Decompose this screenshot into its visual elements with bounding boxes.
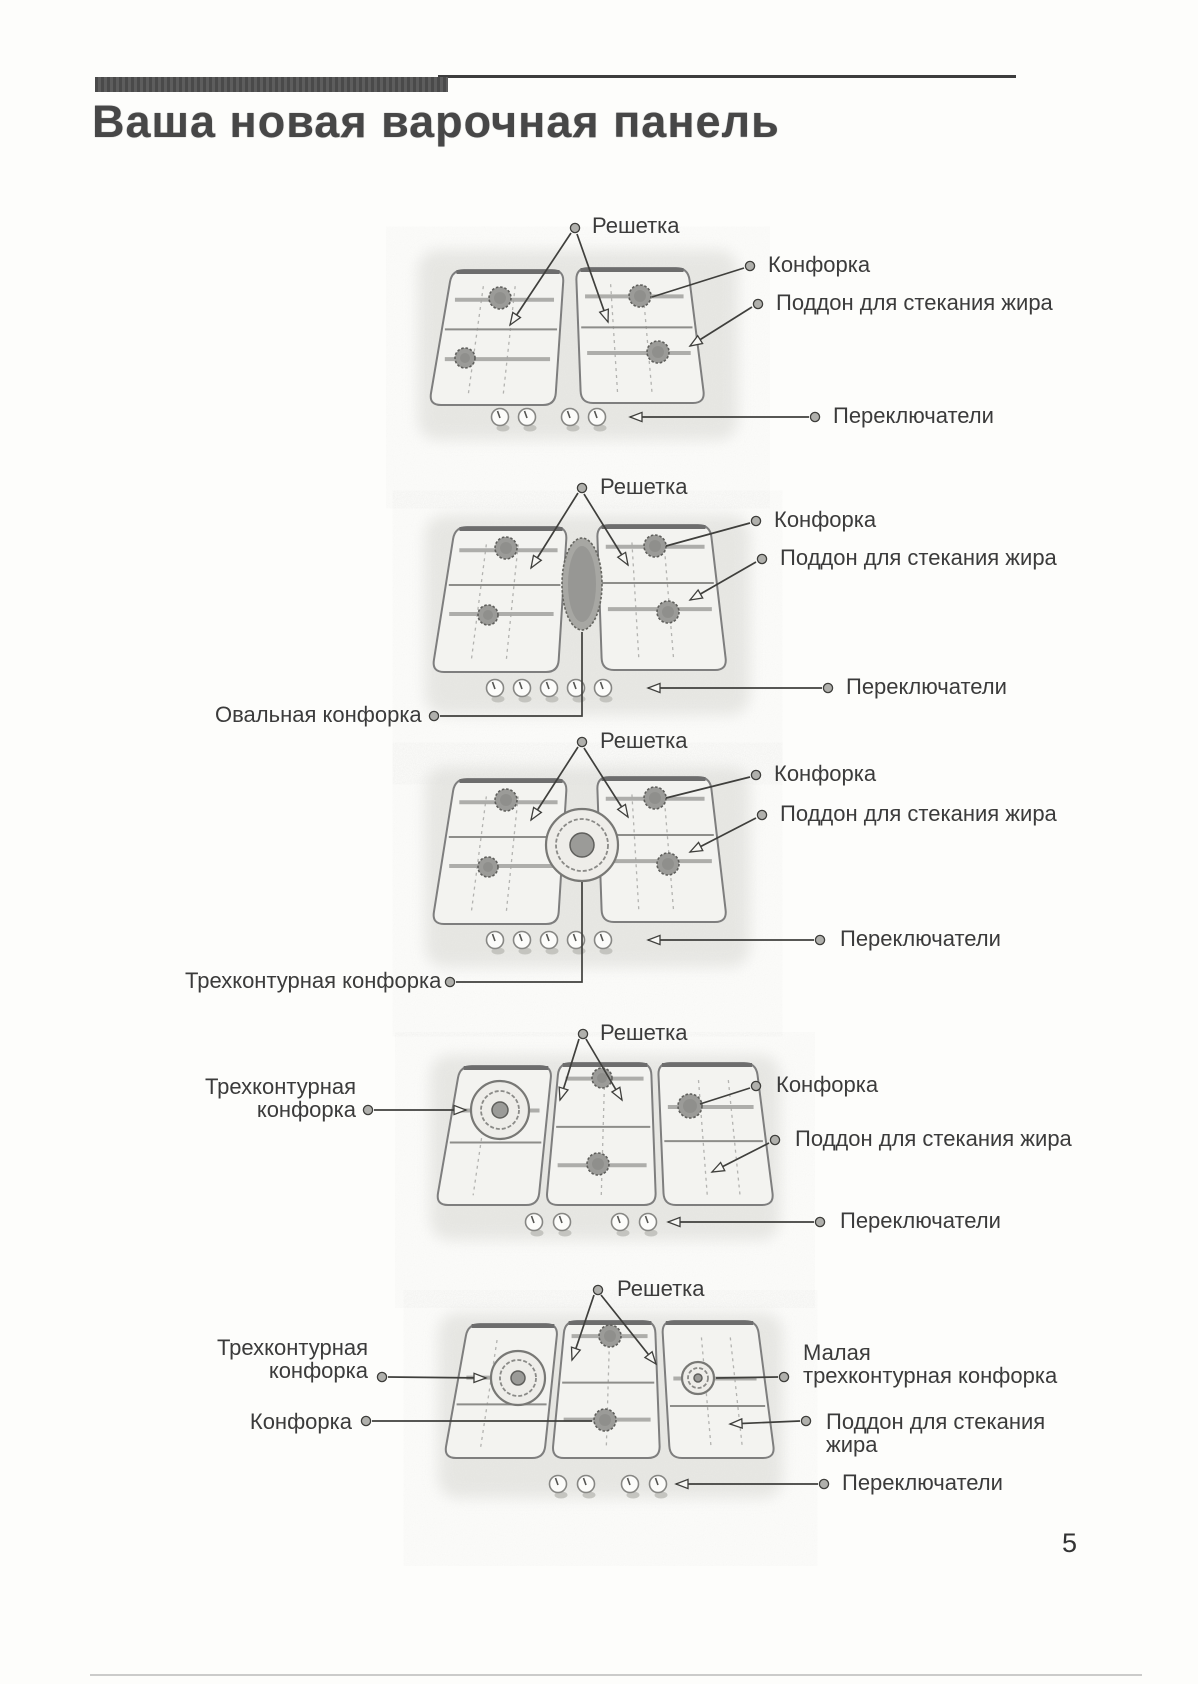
- label-drip-pan: [826, 1410, 1045, 1456]
- label-burner: Конфорка: [776, 1072, 879, 1097]
- label-triple-ring-burner: Трехконтурная конфорка: [185, 968, 442, 993]
- label-small-triple-line2: трехконтурная конфорка: [803, 1363, 1058, 1388]
- label-switches: Переключатели: [840, 926, 1001, 951]
- label-switches: Переключатели: [840, 1208, 1001, 1233]
- footer-rule: [90, 1674, 1142, 1676]
- label-triple-ring-line2: конфорка: [256, 1097, 356, 1122]
- hob-diagram-5: [361, 1285, 828, 1543]
- label-drip-pan: Поддон для стекания жира: [780, 801, 1057, 826]
- label-burner: Конфорка: [774, 507, 877, 532]
- label-burner-text: Конфорка: [249, 1409, 352, 1434]
- label-oval-burner: Овальная конфорка: [215, 702, 422, 727]
- label-small-triple-ring-burner: [803, 1341, 1057, 1387]
- page-title: Ваша новая варочная панель: [92, 96, 780, 147]
- label-drip-pan: Поддон для стекания жира: [780, 545, 1057, 570]
- hob-diagram-4: [363, 1029, 824, 1285]
- hob-diagram-1: [418, 223, 820, 485]
- label-triple-ring-line1: Трехконтурная: [216, 1335, 368, 1360]
- label-grate: Решетка: [600, 474, 688, 499]
- label-drip-pan: Поддон для стекания жира: [795, 1126, 1072, 1151]
- hob-diagram-2: [425, 483, 833, 760]
- label-burner: [152, 1410, 352, 1433]
- label-drip-pan: Поддон для стекания жира: [776, 290, 1053, 315]
- label-switches: Переключатели: [833, 403, 994, 428]
- page-number: 5: [1062, 1528, 1078, 1558]
- label-drip-pan-line2: жира: [826, 1432, 878, 1457]
- label-triple-ring-burner: [168, 1336, 368, 1382]
- hob-diagram-3: [425, 737, 825, 1012]
- label-triple-ring-line1: Трехконтурная: [204, 1074, 356, 1099]
- label-switches: Переключатели: [842, 1470, 1003, 1495]
- label-triple-ring-burner: [152, 1075, 356, 1121]
- label-burner: Конфорка: [768, 252, 871, 277]
- label-small-triple-line1: Малая: [803, 1340, 871, 1365]
- label-switches: Переключатели: [846, 674, 1007, 699]
- label-grate: Решетка: [617, 1276, 705, 1301]
- label-grate: Решетка: [600, 728, 688, 753]
- label-grate: Решетка: [600, 1020, 688, 1045]
- label-drip-pan-line1: Поддон для стекания: [826, 1409, 1046, 1434]
- label-triple-ring-line2: конфорка: [268, 1358, 368, 1383]
- label-grate: Решетка: [592, 213, 680, 238]
- label-burner: Конфорка: [774, 761, 877, 786]
